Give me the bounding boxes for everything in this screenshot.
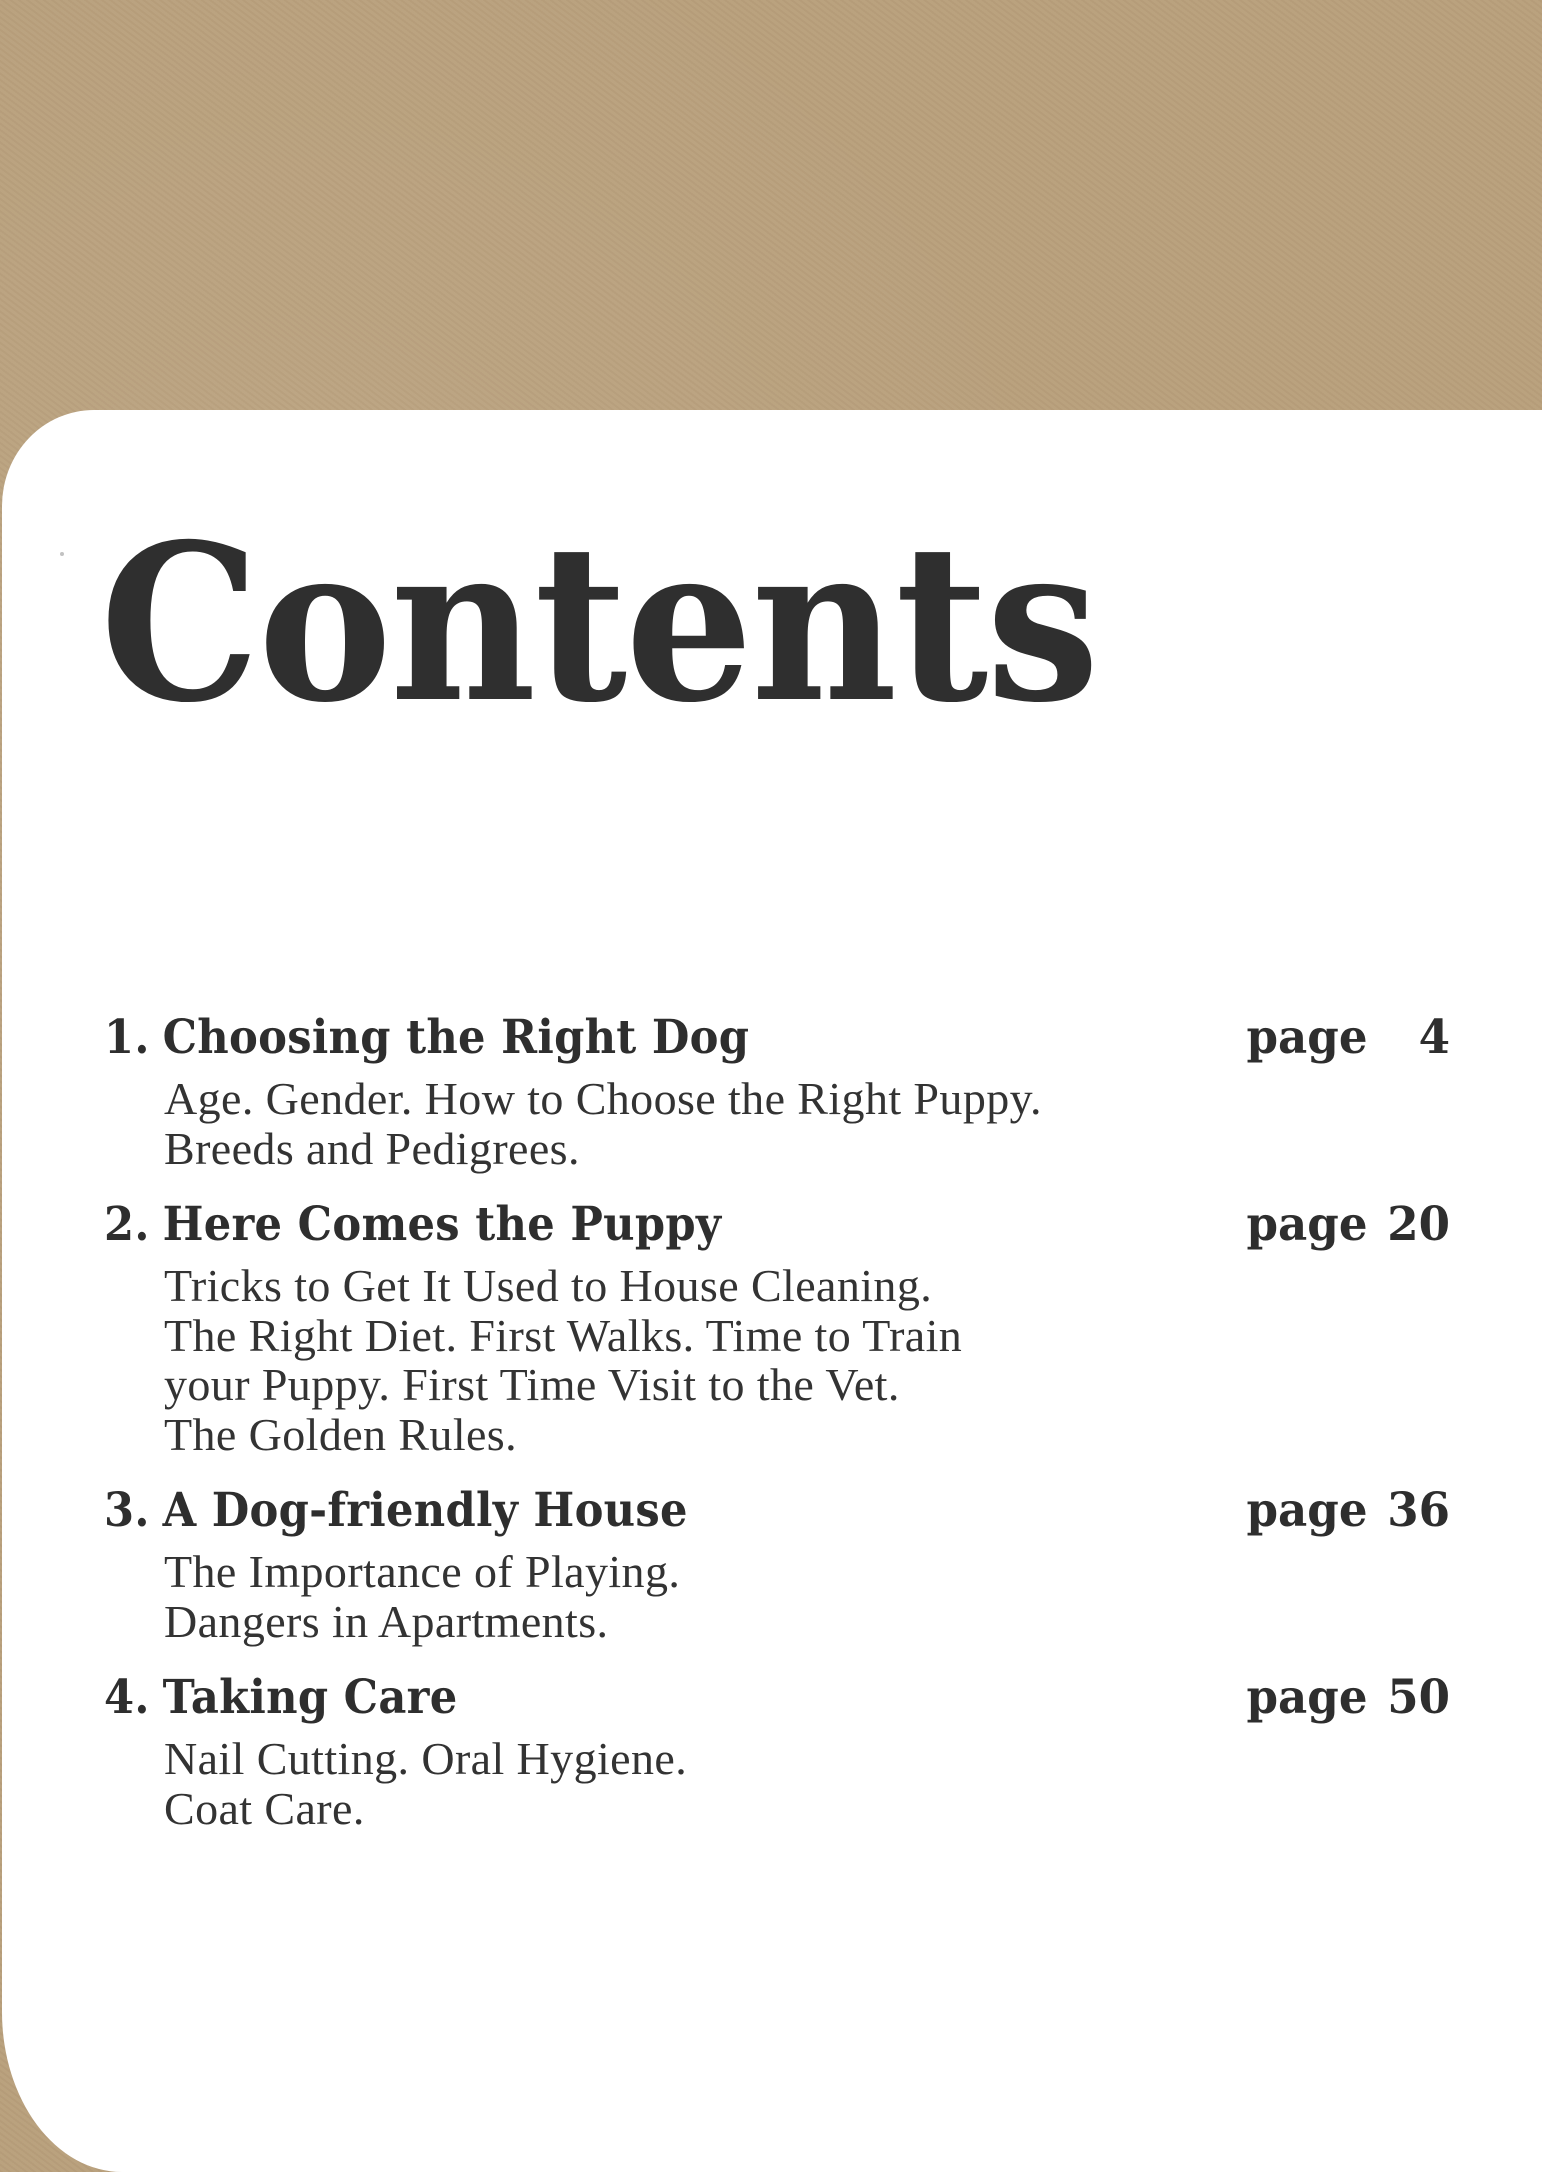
toc-entry-header bbox=[104, 1483, 1450, 1547]
chapter-description bbox=[164, 1734, 1450, 1833]
description-line: Age. Gender. How to Choose the Right Puppy. bbox=[164, 1073, 1042, 1124]
toc-entry-header bbox=[104, 1197, 1450, 1261]
toc-entry-3 bbox=[104, 1483, 1450, 1646]
chapter-number: 1. bbox=[104, 1010, 150, 1065]
description-line: The Importance of Playing. bbox=[164, 1546, 681, 1597]
chapter-number: 3. bbox=[104, 1483, 150, 1538]
page-number: 36 bbox=[1387, 1483, 1450, 1538]
toc-entry-1 bbox=[104, 1010, 1450, 1173]
description-line: your Puppy. First Time Visit to the Vet. bbox=[164, 1359, 900, 1410]
page-number: 20 bbox=[1387, 1197, 1450, 1252]
toc-entry-header bbox=[104, 1010, 1450, 1074]
description-line: The Golden Rules. bbox=[164, 1408, 518, 1460]
paper-speck bbox=[60, 552, 64, 556]
chapter-description bbox=[164, 1074, 1450, 1173]
page-reference bbox=[1246, 1197, 1450, 1252]
table-of-contents bbox=[104, 1010, 1450, 1857]
chapter-title bbox=[104, 1483, 688, 1538]
page-reference bbox=[1246, 1670, 1450, 1725]
chapter-name: Taking Care bbox=[162, 1670, 458, 1725]
page-reference bbox=[1246, 1010, 1450, 1065]
description-line: Coat Care. bbox=[164, 1782, 365, 1834]
chapter-description bbox=[164, 1547, 1450, 1646]
page-label: page bbox=[1246, 1010, 1368, 1065]
chapter-name: Here Comes the Puppy bbox=[162, 1197, 722, 1252]
chapter-number: 2. bbox=[104, 1197, 150, 1252]
chapter-name: Choosing the Right Dog bbox=[162, 1010, 750, 1065]
chapter-description bbox=[164, 1261, 1450, 1459]
chapter-name: A Dog-friendly House bbox=[162, 1483, 688, 1538]
chapter-title bbox=[104, 1010, 749, 1065]
page-number: 50 bbox=[1387, 1670, 1450, 1725]
toc-entry-4 bbox=[104, 1670, 1450, 1833]
chapter-title bbox=[104, 1197, 721, 1252]
page-label: page bbox=[1246, 1670, 1368, 1725]
chapter-title bbox=[104, 1670, 458, 1725]
page-number: 4 bbox=[1418, 1010, 1450, 1065]
chapter-number: 4. bbox=[104, 1670, 150, 1725]
toc-entry-2 bbox=[104, 1197, 1450, 1459]
description-line: The Right Diet. First Walks. Time to Train bbox=[164, 1309, 963, 1361]
description-line: Tricks to Get It Used to House Cleaning. bbox=[164, 1260, 933, 1311]
toc-entry-header bbox=[104, 1670, 1450, 1734]
page-label: page bbox=[1246, 1197, 1368, 1252]
description-line: Dangers in Apartments. bbox=[164, 1595, 609, 1647]
description-line: Breeds and Pedigrees. bbox=[164, 1122, 580, 1174]
page-title: Contents bbox=[100, 496, 1098, 750]
description-line: Nail Cutting. Oral Hygiene. bbox=[164, 1733, 688, 1784]
page-label: page bbox=[1246, 1483, 1368, 1538]
page-reference bbox=[1246, 1483, 1450, 1538]
